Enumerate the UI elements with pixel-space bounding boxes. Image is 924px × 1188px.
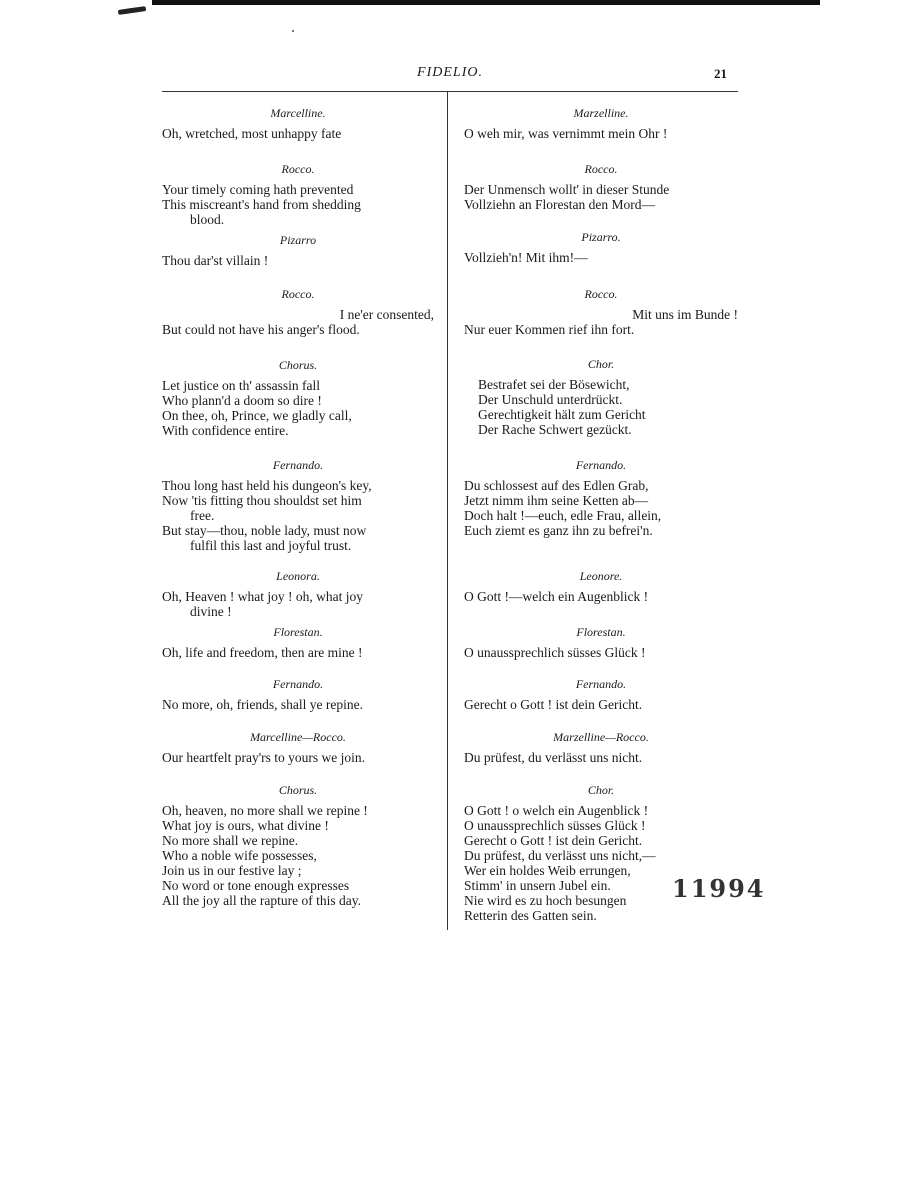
german-block-4 [464, 287, 738, 337]
speaker-name: Florestan. [273, 625, 323, 639]
verse-line: Nie wird es zu hoch besungen [464, 893, 627, 908]
verse-line: Oh, heaven, no more shall we repine ! [162, 803, 368, 818]
library-stamp-number: 11994 [672, 874, 766, 903]
english-block-5 [162, 358, 434, 438]
verse-line: This miscreant's hand from shedding [162, 197, 361, 212]
verse-line: No word or tone enough expresses [162, 878, 350, 893]
verse-line: Euch ziemt es ganz ihn zu befrei'n. [464, 523, 653, 538]
english-block-9 [162, 677, 434, 712]
german-block-8 [464, 625, 738, 660]
english-block-7 [162, 569, 434, 619]
verse-line: Oh, life and freedom, then are mine ! [162, 645, 363, 660]
english-block-10 [162, 730, 434, 765]
verse-line: Let justice on th' assassin fall [162, 378, 321, 393]
running-title: FIDELIO. [417, 65, 483, 80]
speaker-name: Rocco. [584, 287, 618, 301]
verse-line: Vollzieh'n! Mit ihm!— [464, 250, 588, 265]
verse-line: O unaussprechlich süsses Glück ! [464, 818, 646, 833]
ink-speck [292, 30, 294, 32]
english-block-6 [162, 458, 434, 553]
speaker-name: Chorus. [278, 358, 318, 372]
speaker-name: Marcelline—Rocco. [250, 730, 346, 744]
verse-line: O Gott !—welch ein Augenblick ! [464, 589, 649, 604]
speaker-name: Rocco. [584, 162, 618, 176]
verse-line: All the joy all the rapture of this day. [162, 893, 361, 908]
verse-line: No more shall we repine. [162, 833, 299, 848]
speaker-name: Fernando. [575, 458, 627, 472]
german-block-1 [464, 106, 738, 141]
german-block-3 [464, 230, 738, 265]
verse-line: What joy is ours, what divine ! [162, 818, 329, 833]
verse-line: Now 'tis fitting thou shouldst set him [162, 493, 362, 508]
top-rule [152, 0, 820, 5]
verse-line: Gerecht o Gott ! ist dein Gericht. [464, 697, 643, 712]
verse-line: On thee, oh, Prince, we gladly call, [162, 408, 352, 423]
german-block-2 [464, 162, 738, 212]
english-block-1 [162, 106, 434, 141]
verse-line: Gerechtigkeit hält zum Gericht [478, 407, 646, 422]
verse-line: O unaussprechlich süsses Glück ! [464, 645, 646, 660]
english-block-4 [162, 287, 434, 337]
verse-line: Du prüfest, du verlässt uns nicht. [464, 750, 643, 765]
verse-line: Who plann'd a doom so dire ! [162, 393, 322, 408]
speaker-name: Marcelline. [270, 106, 326, 120]
verse-line: Gerecht o Gott ! ist dein Gericht. [464, 833, 643, 848]
corner-ink-mark [118, 6, 146, 15]
speaker-name: Leonora. [276, 569, 320, 583]
english-block-11 [162, 783, 434, 908]
verse-line: Thou dar'st villain ! [162, 253, 269, 268]
verse-line: Stimm' in unsern Jubel ein. [464, 878, 611, 893]
german-block-10 [464, 730, 738, 765]
header-rule [162, 91, 738, 92]
verse-line: But stay—thou, noble lady, must now [162, 523, 367, 538]
speaker-name: Rocco. [281, 287, 315, 301]
verse-line: O Gott ! o welch ein Augenblick ! [464, 803, 649, 818]
speaker-name: Pizarro [279, 233, 317, 247]
speaker-name: Rocco. [281, 162, 315, 176]
verse-line: With confidence entire. [162, 423, 289, 438]
verse-line: But could not have his anger's flood. [162, 322, 360, 337]
speaker-name: Florestan. [576, 625, 626, 639]
verse-line: Our heartfelt pray'rs to yours we join. [162, 750, 366, 765]
german-block-6 [464, 458, 738, 538]
verse-line: Oh, Heaven ! what joy ! oh, what joy [162, 589, 363, 604]
english-block-8 [162, 625, 434, 660]
german-block-5 [464, 357, 738, 437]
verse-line: blood. [190, 212, 225, 227]
verse-line: Der Rache Schwert gezückt. [478, 422, 632, 437]
verse-line: Who a noble wife possesses, [162, 848, 317, 863]
verse-line: Jetzt nimm ihm seine Ketten ab— [464, 493, 649, 508]
speaker-name: Chor. [587, 357, 615, 371]
speaker-name: Fernando. [575, 677, 627, 691]
verse-line: Wer ein holdes Weib errungen, [464, 863, 631, 878]
speaker-name: Chorus. [278, 783, 318, 797]
verse-line: free. [190, 508, 215, 523]
verse-line: Thou long hast held his dungeon's key, [162, 478, 372, 493]
verse-line: Oh, wretched, most unhappy fate [162, 126, 342, 141]
speaker-name: Chor. [587, 783, 615, 797]
page-number: 21 [714, 66, 727, 81]
speaker-name: Fernando. [272, 677, 324, 691]
english-block-2 [162, 162, 434, 227]
verse-line: I ne'er consented, [339, 307, 434, 322]
verse-line: fulfil this last and joyful trust. [190, 538, 352, 553]
speaker-name: Marzelline—Rocco. [553, 730, 649, 744]
verse-line: Join us in our festive lay ; [162, 863, 302, 878]
verse-line: Mit uns im Bunde ! [632, 307, 738, 322]
verse-line: Der Unmensch wollt' in dieser Stunde [464, 182, 670, 197]
verse-line: Your timely coming hath prevented [162, 182, 354, 197]
verse-line: No more, oh, friends, shall ye repine. [162, 697, 363, 712]
column-divider [447, 92, 448, 930]
verse-line: Der Unschuld unterdrückt. [478, 392, 623, 407]
verse-line: Bestrafet sei der Bösewicht, [478, 377, 630, 392]
speaker-name: Leonore. [579, 569, 623, 583]
speaker-name: Pizarro. [581, 230, 621, 244]
speaker-name: Marzelline. [573, 106, 629, 120]
verse-line: Du schlossest auf des Edlen Grab, [464, 478, 649, 493]
verse-line: divine ! [190, 604, 232, 619]
verse-line: Du prüfest, du verlässt uns nicht,— [464, 848, 656, 863]
german-block-9 [464, 677, 738, 712]
german-block-7 [464, 569, 738, 604]
verse-line: Vollziehn an Florestan den Mord— [464, 197, 655, 212]
speaker-name: Fernando. [272, 458, 324, 472]
verse-line: Retterin des Gatten sein. [464, 908, 597, 923]
verse-line: O weh mir, was vernimmt mein Ohr ! [464, 126, 668, 141]
english-block-3 [162, 233, 434, 268]
verse-line: Doch halt !—euch, edle Frau, allein, [464, 508, 662, 523]
verse-line: Nur euer Kommen rief ihn fort. [464, 322, 635, 337]
